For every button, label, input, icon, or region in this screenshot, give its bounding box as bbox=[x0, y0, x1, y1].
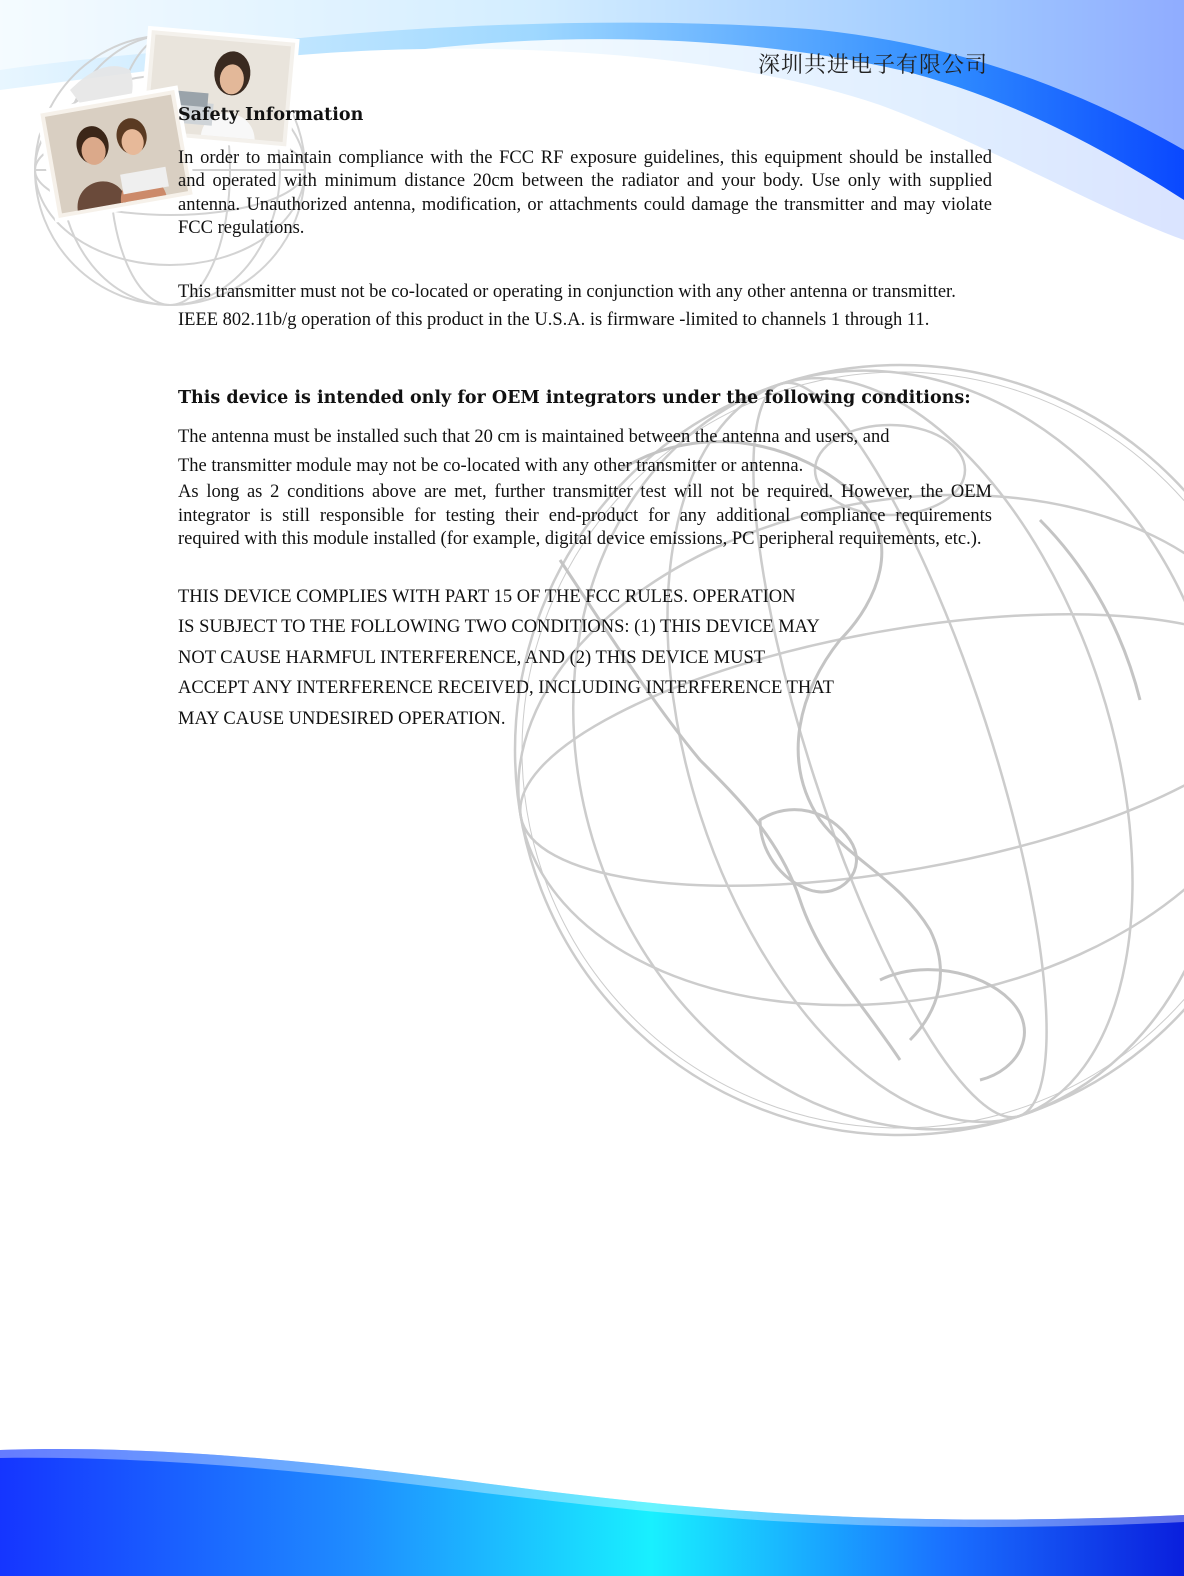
safety-paragraph-exposure: In order to maintain compliance with the FCC RF exposure guidelines, this equipment should be installed and operated with minimum distance 20cm between the radiator and your body. Use only with supplied antenna. Unauthorized antenna, modification, or attachments could damage the transmitter and may violate FCC regulations. bbox=[178, 147, 992, 238]
document-body bbox=[178, 104, 992, 734]
couple-photo bbox=[38, 88, 195, 221]
safety-paragraph-channels: IEEE 802.11b/g operation of this product in the U.S.A. is firmware -limited to channels 1 through 11. bbox=[178, 310, 930, 330]
oem-paragraph: As long as 2 conditions above are met, further transmitter test will not be required. However, the OEM integrator is still responsible for testing their end-product for any additional compliance requirements required with this module installed (for example, digital device emissions, PC peripheral requirements, etc.). bbox=[178, 482, 992, 549]
fcc-statement-line: IS SUBJECT TO THE FOLLOWING TWO CONDITIONS: (1) THIS DEVICE MAY bbox=[178, 617, 820, 637]
oem-condition-2: The transmitter module may not be co-located with any other transmitter or antenna. bbox=[178, 456, 804, 476]
oem-condition-1: The antenna must be installed such that 20 cm is maintained between the antenna and users, and bbox=[178, 427, 890, 447]
safety-heading: Safety Information bbox=[178, 105, 364, 125]
company-name: 深圳共进电子有限公司 bbox=[757, 53, 988, 78]
oem-heading: This device is intended only for OEM integrators under the following conditions: bbox=[178, 387, 971, 408]
fcc-statement-line: NOT CAUSE HARMFUL INTERFERENCE, AND (2) THIS DEVICE MUST bbox=[178, 647, 766, 668]
fcc-statement-line: ACCEPT ANY INTERFERENCE RECEIVED, INCLUDING INTERFERENCE THAT bbox=[178, 678, 834, 698]
fcc-statement bbox=[178, 582, 992, 735]
safety-paragraph-colocation: This transmitter must not be co-located or operating in conjunction with any other antenna or transmitter. bbox=[178, 281, 956, 302]
fcc-statement-line: MAY CAUSE UNDESIRED OPERATION. bbox=[178, 708, 506, 729]
bottom-band bbox=[0, 1449, 1184, 1576]
fcc-statement-line: THIS DEVICE COMPLIES WITH PART 15 OF THE FCC RULES. OPERATION bbox=[178, 586, 796, 607]
